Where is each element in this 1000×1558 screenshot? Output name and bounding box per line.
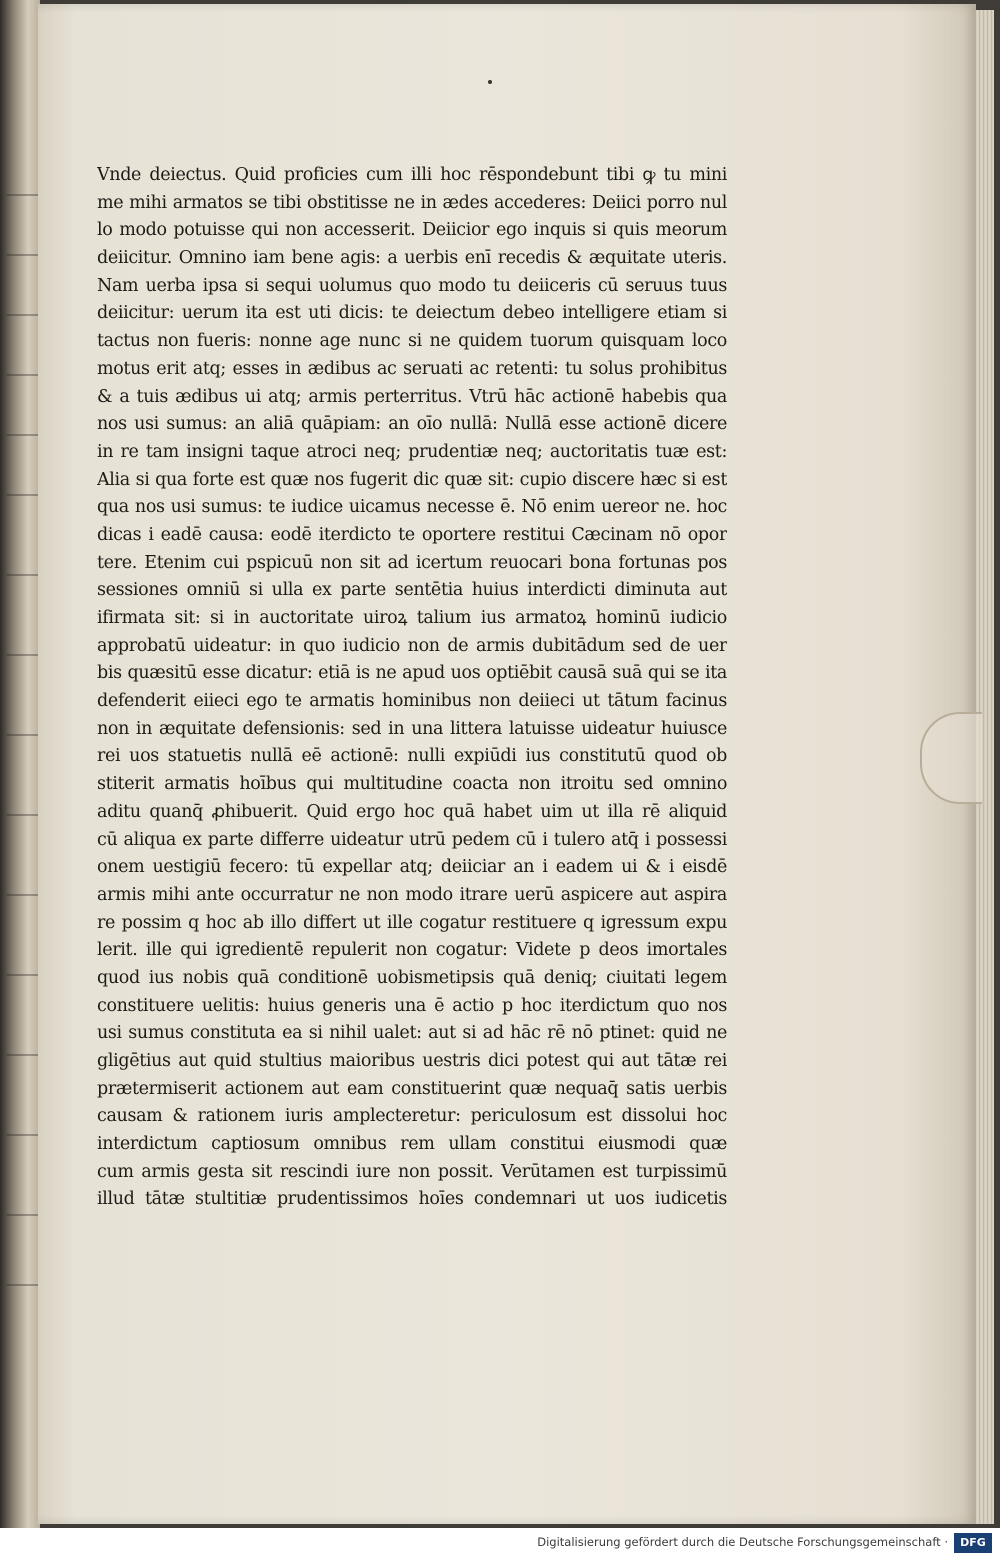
- text-line: sessiones omniū si ulla ex parte sentētia huius interdicti diminuta aut: [97, 580, 727, 601]
- facing-text-fragment: [7, 1270, 40, 1286]
- facing-text-fragment: [7, 420, 40, 436]
- text-line: in re tam insigni taque atroci neq; prudentiæ neq; auctoritatis tuæ est:: [97, 441, 727, 462]
- text-line: stiterit armatis hoībus qui multitudine coacta non itroitu sed omnino: [97, 774, 727, 795]
- text-line: constituere uelitis: huius generis una ē actio p hoc iterdictum quo nos: [97, 995, 727, 1016]
- text-line: quod ius nobis quā conditionē uobismetipsis quā deniq; ciuitati legem: [97, 967, 727, 988]
- text-line: approbatū uideatur: in quo iudicio non de armis dubitādum sed de uer: [97, 635, 727, 656]
- text-line: armis mihi ante occurratur ne non modo itrare uerū aspicere aut aspira: [97, 884, 727, 905]
- facing-text-fragment: [7, 1120, 40, 1136]
- text-line: rei uos statuetis nullā eē actionē: nulli expiūdi ius constitutū quod ob: [97, 746, 727, 767]
- text-line: dicas i eadē causa: eodē iterdicto te oportere restitui Cæcinam nō opor: [97, 524, 727, 545]
- facing-text-fragment: [7, 640, 40, 656]
- text-line: bis quæsitū esse dicatur: etiā is ne apud uos optiēbit causā suā qui se ita: [97, 663, 727, 684]
- text-line: gligētius aut quid stultius maioribus uestris dici potest qui aut tātæ rei: [97, 1051, 727, 1071]
- digitization-credit: Digitalisierung gefördert durch die Deutsche Forschungsgemeinschaft ·: [537, 1535, 948, 1549]
- facing-text-fragment: [7, 560, 40, 576]
- text-line: cum armis gesta sit rescindi iure non possit. Verūtamen est turpissimū: [97, 1161, 727, 1182]
- text-line: Vnde deiectus. Quid proficies cum illi hoc rēspondebunt tibi ꝙ tu mini: [97, 165, 727, 185]
- footer-bar: [0, 1528, 1000, 1558]
- text-line: causam & rationem iuris amplecteretur: periculosum est dissolui hoc: [97, 1106, 727, 1127]
- facing-text-fragment: [7, 800, 40, 816]
- text-line: Nam uerba ipsa si sequi uolumus quo modo tu deiiceris cū seruus tuus: [97, 275, 727, 296]
- text-line: tactus non fueris: nonne age nunc si ne quidem tuorum quisquam loco: [97, 331, 727, 352]
- facing-text-fragment: [7, 480, 40, 496]
- text-line: illud tātæ stultitiæ prudentissimos hoīes condemnari ut uos iudicetis: [97, 1189, 727, 1210]
- text-line: usi sumus constituta ea si nihil ualet: aut si ad hāc rē nō ptinet: quid ne: [97, 1023, 727, 1044]
- text-line: cū aliqua ex parte differre uideatur utrū pedem cū i tulero atq̄ i possessi: [97, 829, 727, 850]
- facing-text-fragment: [7, 180, 40, 196]
- text-line: deiicitur: uerum ita est uti dicis: te deiectum debeo intelligere etiam si: [97, 303, 727, 324]
- text-line: interdictum captiosum omnibus rem ullam constitui eiusmodi quæ: [97, 1134, 727, 1155]
- text-line: qua nos usi sumus: te iudice uicamus necesse ē. Nō enim uereor ne. hoc: [97, 497, 727, 518]
- text-line: deiicitur. Omnino iam bene agis: a uerbis enī recedis & æquitate uteris.: [97, 248, 727, 269]
- text-line: aditu quanq̄ ꝓhibuerit. Quid ergo hoc quā habet uim ut illa rē aliquid: [97, 801, 727, 822]
- facing-text-fragment: [7, 1200, 40, 1216]
- facing-page-edge: [0, 0, 40, 1528]
- text-line: & a tuis ædibus ui atq; armis perterritus. Vtrū hāc actionē habebis qua: [97, 386, 727, 407]
- facing-text-fragment: [7, 880, 40, 896]
- text-line: lo modo potuisse qui non accesserit. Deiicior ego inquis si quis meorum: [97, 220, 727, 241]
- text-line: onem uestigiū fecero: tū expellar atq; deiiciar an i eadem ui & i eisdē: [97, 857, 727, 878]
- printed-text-block: [97, 162, 727, 1214]
- text-line: lerit. ille qui igredientē repulerit non cogatur: Videte p deos imortales: [97, 940, 727, 961]
- text-line: nos usi sumus: an aliā quāpiam: an oīo nullā: Nullā esse actionē dicere: [97, 414, 727, 435]
- text-line: defenderit eiieci ego te armatis hominibus non deiieci ut tātum facinus: [97, 691, 727, 712]
- text-line: motus erit atq; esses in ædibus ac seruati ac retenti: tu solus prohibitus: [97, 358, 727, 379]
- facing-text-fragment: [7, 360, 40, 376]
- text-line: me mihi armatos se tibi obstitisse ne in ædes accederes: Deiici porro nul: [97, 192, 727, 213]
- dfg-logo: DFG: [954, 1533, 992, 1553]
- text-line: tere. Etenim cui pspicuū non sit ad icertum reuocari bona fortunas pos: [97, 552, 727, 573]
- text-line: non in æquitate defensionis: sed in una littera latuisse uideatur huiusce: [97, 718, 727, 739]
- facing-text-fragment: [7, 240, 40, 256]
- facing-text-fragment: [7, 300, 40, 316]
- text-line: Alia si qua forte est quæ nos fugerit dic quæ sit: cupio discere hæc si est: [97, 469, 727, 490]
- facing-text-fragment: [7, 1040, 40, 1056]
- text-line: re possim q hoc ab illo differt ut ille cogatur restituere q igressum expu: [97, 912, 727, 933]
- facing-text-fragment: [7, 720, 40, 736]
- facing-text-fragment: [7, 960, 40, 976]
- text-line: prætermiserit actionem aut eam constituerint quæ nequaq̄ satis uerbis: [97, 1078, 727, 1099]
- text-line: ifirmata sit: si in auctoritate uiroꝝ talium ius armatoꝝ hominū iudicio: [97, 608, 727, 628]
- page-marker-clip: [920, 712, 982, 804]
- ink-dot: [488, 80, 492, 84]
